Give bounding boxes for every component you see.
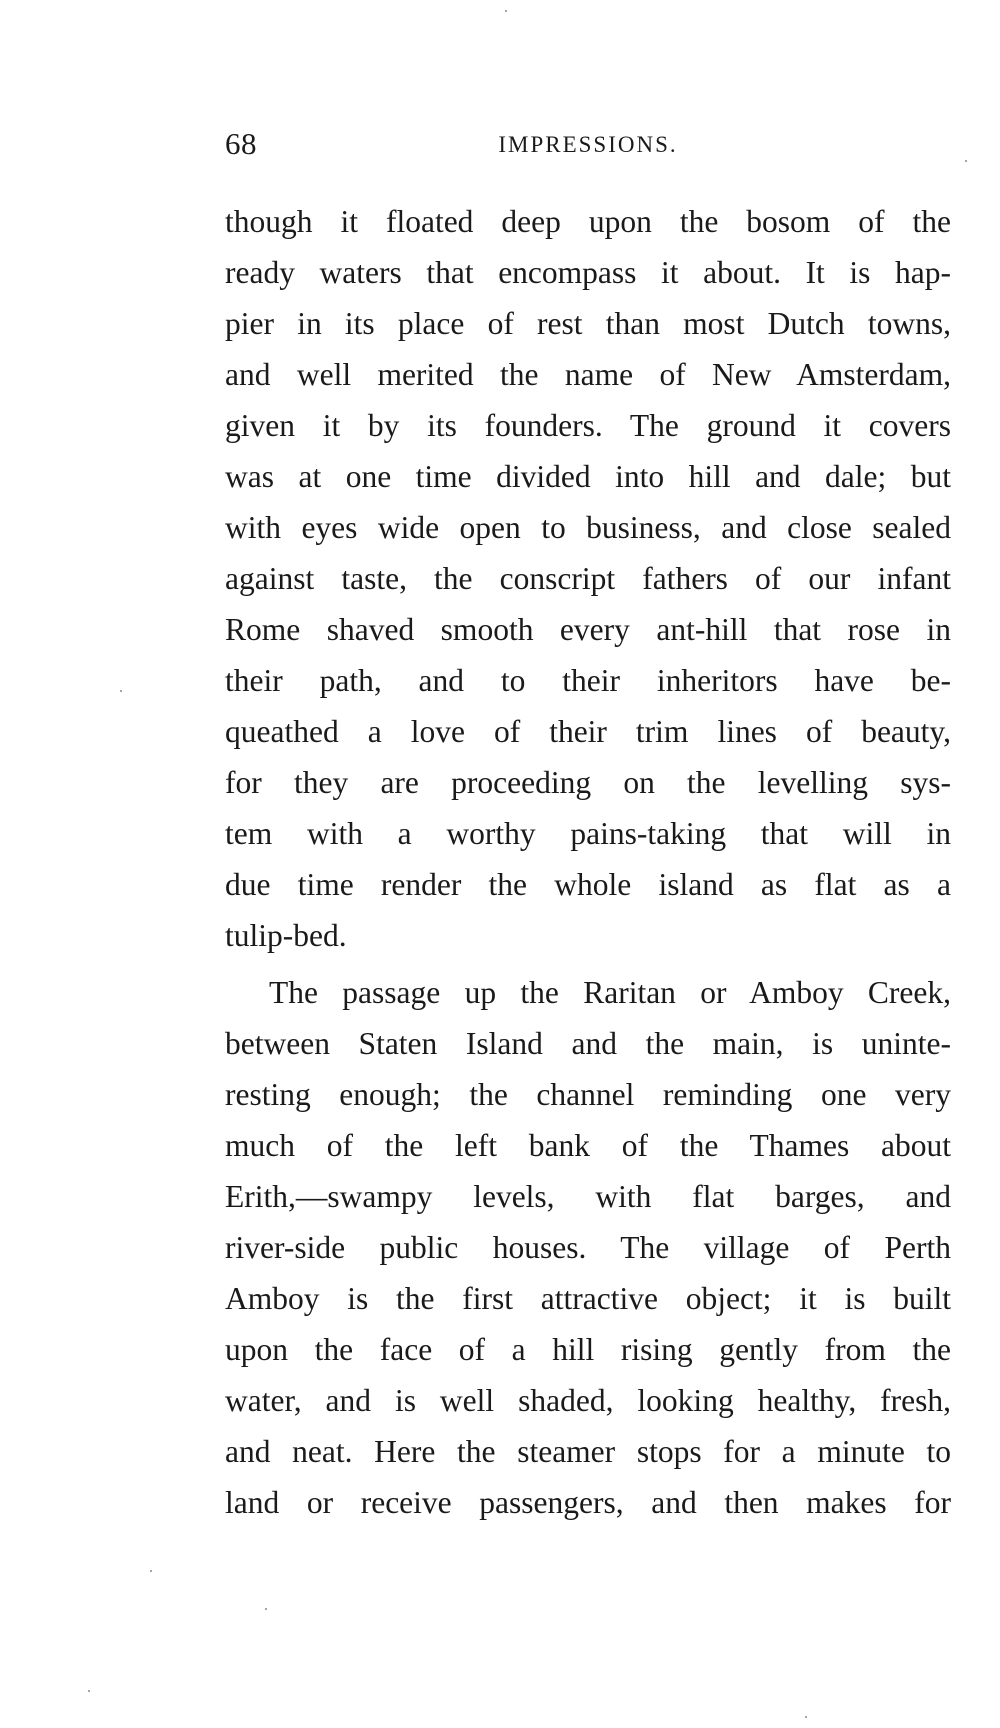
body-text [225,196,951,1528]
paper-speck [805,1716,807,1718]
text-line: and well merited the name of New Amsterdam, [225,357,951,392]
text-line: against taste, the conscript fathers of our infant [225,561,951,596]
paper-speck [505,10,507,12]
text-line: pier in its place of rest than most Dutch towns, [225,306,951,341]
running-title: IMPRESSIONS. [498,132,678,157]
text-line: Erith,—swampy levels, with flat barges, and [225,1179,951,1214]
text-line: given it by its founders. The ground it covers [225,408,951,443]
text-line: due time render the whole island as flat as a [225,867,951,902]
text-line: water, and is well shaded, looking healthy, fresh, [225,1383,951,1418]
text-line: and neat. Here the steamer stops for a minute to [225,1434,951,1469]
text-line: land or receive passengers, and then makes for [225,1485,951,1520]
text-line: resting enough; the channel reminding one very [225,1077,951,1112]
paper-speck [120,690,122,692]
text-line: between Staten Island and the main, is uninte- [225,1026,951,1061]
text-line: was at one time divided into hill and dale; but [225,459,951,494]
text-line: ready waters that encompass it about. It is hap- [225,255,951,290]
text-line: with eyes wide open to business, and close sealed [225,510,951,545]
paper-speck [265,1608,267,1610]
paragraph-1 [225,196,951,961]
text-line: Rome shaved smooth every ant-hill that rose in [225,612,951,647]
text-line: though it floated deep upon the bosom of the [225,204,951,239]
paper-speck [150,1570,152,1572]
paper-speck [88,1690,90,1692]
text-line: for they are proceeding on the levelling sys- [225,765,951,800]
text-line: their path, and to their inheritors have be- [225,663,951,698]
page-number: 68 [225,126,257,161]
running-head [225,126,951,166]
paragraph-2 [225,967,951,1528]
text-line: Amboy is the first attractive object; it is built [225,1281,951,1316]
paper-speck [965,160,967,162]
text-line: tulip-bed. [225,918,347,953]
text-line: much of the left bank of the Thames about [225,1128,951,1163]
text-line: queathed a love of their trim lines of beauty, [225,714,951,749]
text-line: upon the face of a hill rising gently from the [225,1332,951,1367]
text-line: The passage up the Raritan or Amboy Creek, [269,975,951,1010]
text-line: tem with a worthy pains-taking that will in [225,816,951,851]
text-line: river-side public houses. The village of Perth [225,1230,951,1265]
